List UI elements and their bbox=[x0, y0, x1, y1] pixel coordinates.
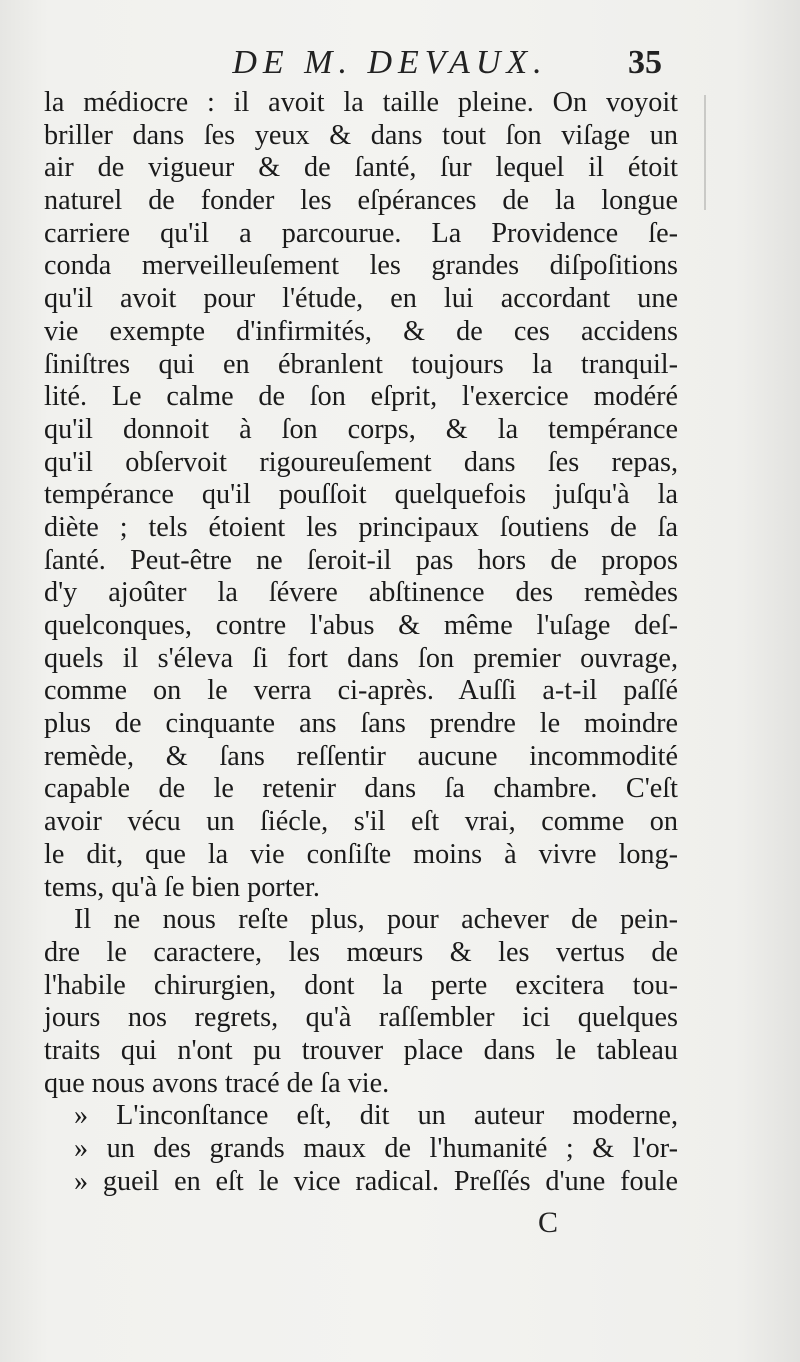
text-line: diète ; tels étoient les principaux ſoutiens de ſa bbox=[44, 511, 678, 543]
text-line: quelconques, contre l'abus & même l'uſage deſ- bbox=[44, 610, 678, 641]
text-line: d'y ajoûter la ſévere abſtinence des remèdes bbox=[44, 577, 678, 609]
text-line: » L'inconſtance eſt, dit un auteur moderne, bbox=[74, 1100, 678, 1132]
text-line: remède, & ſans reſſentir aucune incommodité bbox=[44, 740, 678, 772]
text-line: comme on le verra ci-après. Auſſi a-t-il paſſé bbox=[44, 675, 678, 707]
text-line: conda merveilleuſement les grandes diſpoſitions bbox=[44, 250, 678, 282]
text-line: tems, qu'à ſe bien porter. bbox=[44, 871, 320, 903]
text-line: » gueil en eſt le vice radical. Preſſés d'une foule bbox=[74, 1165, 678, 1197]
running-head: DE M. DEVAUX. bbox=[232, 44, 548, 81]
text-line: qu'il obſervoit rigoureuſement dans ſes repas, bbox=[44, 446, 678, 478]
text-line: ſanté. Peut-être ne ſeroit-il pas hors de propos bbox=[44, 544, 678, 576]
page-number: 35 bbox=[628, 44, 662, 81]
margin-rule bbox=[704, 95, 706, 210]
text-line: tempérance qu'il pouſſoit quelquefois juſqu'à la bbox=[44, 479, 678, 511]
text-line: » un des grands maux de l'humanité ; & l'or- bbox=[74, 1133, 678, 1164]
text-line: Il ne nous reſte plus, pour achever de pein- bbox=[74, 904, 678, 936]
text-line: qu'il donnoit à ſon corps, & la tempérance bbox=[44, 413, 678, 445]
text-line: la médiocre : il avoit la taille pleine. On voyoit bbox=[44, 87, 678, 118]
text-line: dre le caractere, les mœurs & les vertus de bbox=[44, 936, 678, 968]
text-line: quels il s'éleva ſi fort dans ſon premier ouvrage, bbox=[44, 642, 678, 674]
text-line: vie exempte d'infirmités, & de ces accidens bbox=[44, 315, 678, 347]
signature-mark: C bbox=[538, 1206, 559, 1239]
text-line: carriere qu'il a parcourue. La Providence ſe- bbox=[44, 217, 678, 249]
text-line: qu'il avoit pour l'étude, en lui accordant une bbox=[44, 283, 678, 315]
text-line: le dit, que la vie conſiſte moins à vivre long- bbox=[44, 838, 678, 870]
text-line: ſiniſtres qui en ébranlent toujours la tranquil- bbox=[44, 348, 678, 380]
text-line: traits qui n'ont pu trouver place dans le tableau bbox=[44, 1034, 678, 1066]
body-text bbox=[44, 87, 678, 1198]
text-line: plus de cinquante ans ſans prendre le moindre bbox=[44, 708, 678, 740]
text-line: jours nos regrets, qu'à raſſembler ici quelques bbox=[44, 1002, 678, 1034]
text-line: avoir vécu un ſiécle, s'il eſt vrai, comme on bbox=[44, 806, 678, 838]
text-line: capable de le retenir dans ſa chambre. C'eſt bbox=[44, 773, 678, 805]
text-line: air de vigueur & de ſanté, ſur lequel il étoit bbox=[44, 152, 678, 184]
text-line: naturel de fonder les eſpérances de la longue bbox=[44, 185, 678, 217]
text-line: que nous avons tracé de ſa vie. bbox=[44, 1067, 390, 1099]
text-line: lité. Le calme de ſon eſprit, l'exercice modéré bbox=[44, 381, 678, 413]
text-line: l'habile chirurgien, dont la perte excitera tou- bbox=[44, 969, 678, 1001]
text-line: briller dans ſes yeux & dans tout ſon viſage un bbox=[44, 119, 678, 151]
